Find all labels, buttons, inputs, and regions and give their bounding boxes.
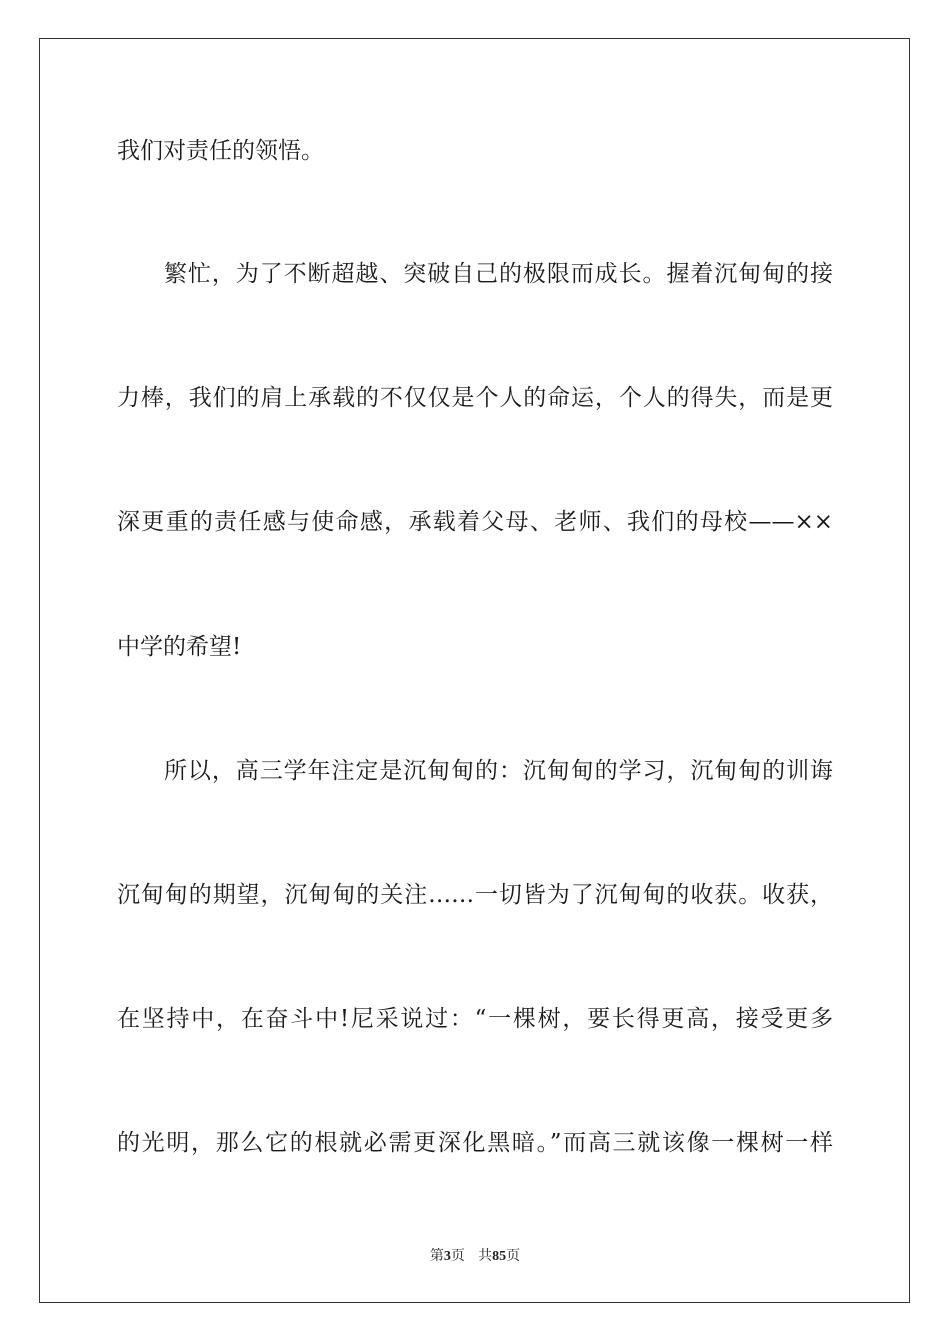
text-line-8: 在坚持中，在奋斗中!尼采说过：“一棵树，要长得更高，接受更多: [117, 1006, 833, 1032]
footer-total-pages: 85: [492, 1249, 507, 1264]
footer-total-prefix: 共: [478, 1248, 493, 1264]
text-line-7: 沉甸甸的期望，沉甸甸的关注……一切皆为了沉甸甸的收获。收获，: [117, 882, 833, 908]
text-line-5: 中学的希望!: [117, 634, 242, 660]
footer-page-prefix: 第: [429, 1248, 444, 1264]
text-line-1: 我们对责任的领悟。: [117, 138, 324, 164]
text-line-3: 力棒，我们的肩上承载的不仅仅是个人的命运，个人的得失，而是更: [117, 385, 833, 411]
footer-page-suffix: 页: [450, 1248, 465, 1264]
page-footer: [0, 1247, 950, 1266]
text-line-4: 深更重的责任感与使命感，承载着父母、老师、我们的母校——××: [117, 509, 833, 535]
page-border: [39, 38, 910, 1303]
text-line-9: 的光明，那么它的根就必需更深化黑暗。”而高三就该像一棵树一样: [117, 1130, 833, 1156]
text-line-2: 繁忙，为了不断超越、突破自己的极限而成长。握着沉甸甸的接: [164, 261, 833, 287]
text-line-6: 所以，高三学年注定是沉甸甸的：沉甸甸的学习，沉甸甸的训诲: [164, 758, 833, 784]
footer-page-number: 3: [443, 1249, 451, 1264]
footer-total-suffix: 页: [506, 1248, 521, 1264]
